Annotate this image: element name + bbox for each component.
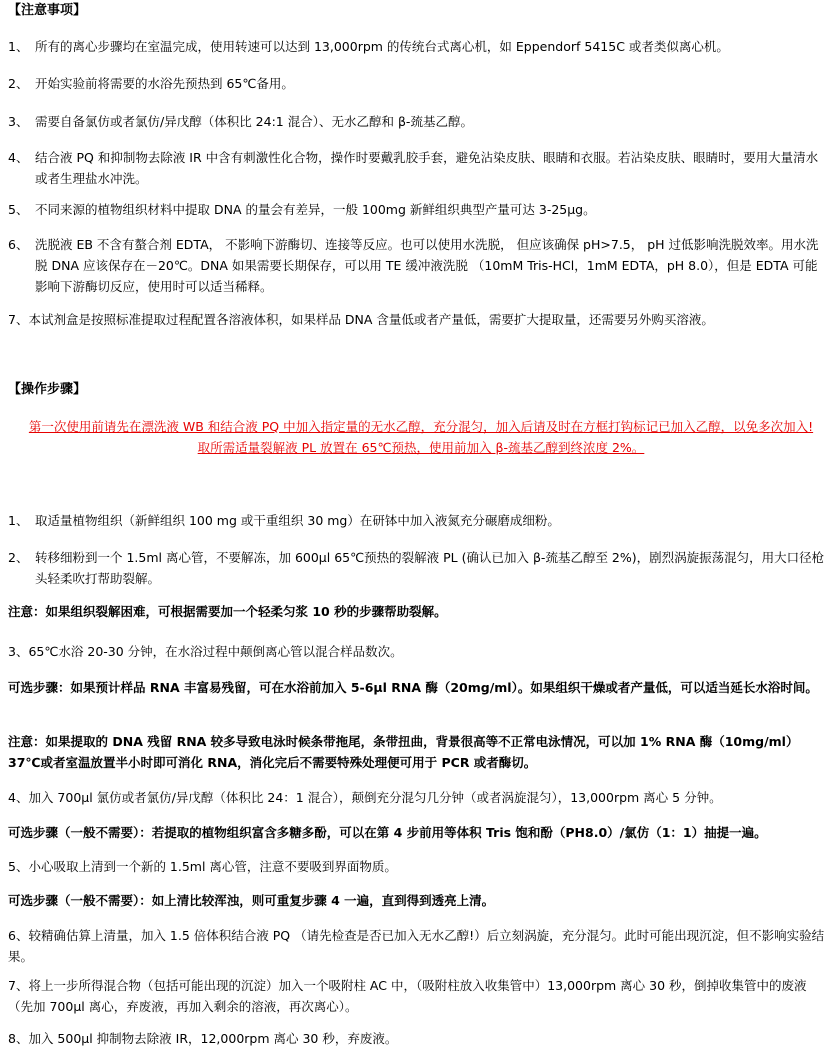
note-item-number: 5、 xyxy=(8,202,29,217)
note-homogenize: 注意：如果组织裂解困难，可根据需要加一个轻柔匀浆 10 秒的步骤帮助裂解。 xyxy=(8,604,447,619)
note-item-2 xyxy=(8,73,828,94)
step-number: 1、 xyxy=(8,513,29,528)
note-item-number: 6、 xyxy=(8,237,29,252)
note-rna-residue: 注意：如果提取的 DNA 残留 RNA 较多导致电泳时候条带拖尾，条带扭曲，背景很高等不正常电泳情况，可以加 1% RNA 酶（10mg/ml）37℃或者室温放置半小时即可消化 RNA，消化完后不需要特殊处理便可用于 PCR 或者酶切。 xyxy=(8,734,799,770)
ethanol-warning xyxy=(14,416,828,458)
note-item-1 xyxy=(8,36,828,57)
note-item-text: 所有的离心步骤均在室温完成，使用转速可以达到 13,000rpm 的传统台式离心机，如 Eppendorf 5415C 或者类似离心机。 xyxy=(35,39,729,54)
note-item-6 xyxy=(8,234,828,297)
step-3: 3、65℃水浴 20-30 分钟，在水浴过程中颠倒离心管以混合样品数次。 xyxy=(8,644,403,659)
step-text: 转移细粉到一个 1.5ml 离心管，不要解冻，加 600μl 65℃预热的裂解液 PL (确认已加入 β-巯基乙醇至 2%)，剧烈涡旋振荡混匀，用大口径枪头轻柔吹打帮助裂解。 xyxy=(35,550,825,586)
optional-phenol: 可选步骤（一般不需要）：若提取的植物组织富含多糖多酚，可以在第 4 步前用等体积 Tris 饱和酚（PH8.0）/氯仿（1：1）抽提一遍。 xyxy=(8,825,767,840)
step-6: 6、较精确估算上清量，加入 1.5 倍体积结合液 PQ （请先检查是否已加入无水乙醇!）后立刻涡旋，充分混匀。此时可能出现沉淀，但不影响实验结果。 xyxy=(8,928,825,964)
note-item-4 xyxy=(8,147,828,189)
notes-heading: 【注意事项】 xyxy=(8,3,87,18)
note-item-number: 3、 xyxy=(8,114,29,129)
note-item-text: 需要自备氯仿或者氯仿/异戊醇（体积比 24:1 混合）、无水乙醇和 β-巯基乙醇。 xyxy=(35,114,473,129)
note-item-number: 2、 xyxy=(8,76,29,91)
note-item-number: 1、 xyxy=(8,39,29,54)
warning-line-1: 第一次使用前请先在漂洗液 WB 和结合液 PQ 中加入指定量的无水乙醇，充分混匀，加入后请及时在方框打钩标记已加入乙醇，以免多次加入! xyxy=(28,419,814,434)
note-item-text: 洗脱液 EB 不含有螯合剂 EDTA， 不影响下游酶切、连接等反应。也可以使用水洗脱， 但应该确保 pH>7.5， pH 过低影响洗脱效率。用水洗脱 DNA 应该保存在－20℃。DNA 如果需要长期保存，可以用 TE 缓冲液洗脱 （10mM Tris-HCl，1mM EDTA，pH 8.0），但是 EDTA 可能影响下游酶切反应，使用时可以适当稀释。 xyxy=(35,237,819,294)
note-item-3 xyxy=(8,111,828,132)
step-8: 8、加入 500μl 抑制物去除液 IR，12,000rpm 离心 30 秒，弃废液。 xyxy=(8,1031,398,1046)
note-item-number: 4、 xyxy=(8,150,29,165)
steps-heading: 【操作步骤】 xyxy=(8,382,87,397)
step-4: 4、加入 700μl 氯仿或者氯仿/异戊醇（体积比 24：1 混合），颠倒充分混匀几分钟（或者涡旋混匀），13,000rpm 离心 5 分钟。 xyxy=(8,790,722,805)
step-1 xyxy=(8,510,828,531)
note-item-text: 不同来源的植物组织材料中提取 DNA 的量会有差异，一般 100mg 新鲜组织典型产量可达 3-25μg。 xyxy=(35,202,596,217)
warning-line-2: 取所需适量裂解液 PL 放置在 65℃预热，使用前加入 β-巯基乙醇到终浓度 2%。 xyxy=(197,440,645,455)
note-item-text: 开始实验前将需要的水浴先预热到 65℃备用。 xyxy=(35,76,294,91)
step-5: 5、小心吸取上清到一个新的 1.5ml 离心管，注意不要吸到界面物质。 xyxy=(8,859,397,874)
step-2 xyxy=(8,547,828,589)
note-item-7: 7、本试剂盒是按照标准提取过程配置各溶液体积，如果样品 DNA 含量低或者产量低，需要扩大提取量，还需要另外购买溶液。 xyxy=(8,312,714,327)
optional-repeat: 可选步骤（一般不需要）：如上清比较浑浊，则可重复步骤 4 一遍，直到得到透亮上清。 xyxy=(8,893,495,908)
step-number: 2、 xyxy=(8,550,29,565)
optional-rnase: 可选步骤：如果预计样品 RNA 丰富易残留，可在水浴前加入 5-6μl RNA 酶（20mg/ml）。如果组织干燥或者产量低，可以适当延长水浴时间。 xyxy=(8,680,818,695)
note-item-5 xyxy=(8,199,828,220)
step-text: 取适量植物组织（新鲜组织 100 mg 或干重组织 30 mg）在研钵中加入液氮充分碾磨成细粉。 xyxy=(35,513,560,528)
step-7: 7、将上一步所得混合物（包括可能出现的沉淀）加入一个吸附柱 AC 中，（吸附柱放入收集管中）13,000rpm 离心 30 秒，倒掉收集管中的废液（先加 700μl 离心，弃废液，再加入剩余的溶液，再次离心）。 xyxy=(8,978,807,1014)
note-item-text: 结合液 PQ 和抑制物去除液 IR 中含有刺激性化合物，操作时要戴乳胶手套，避免沾染皮肤、眼睛和衣服。若沾染皮肤、眼睛时，要用大量清水或者生理盐水冲洗。 xyxy=(35,150,819,186)
